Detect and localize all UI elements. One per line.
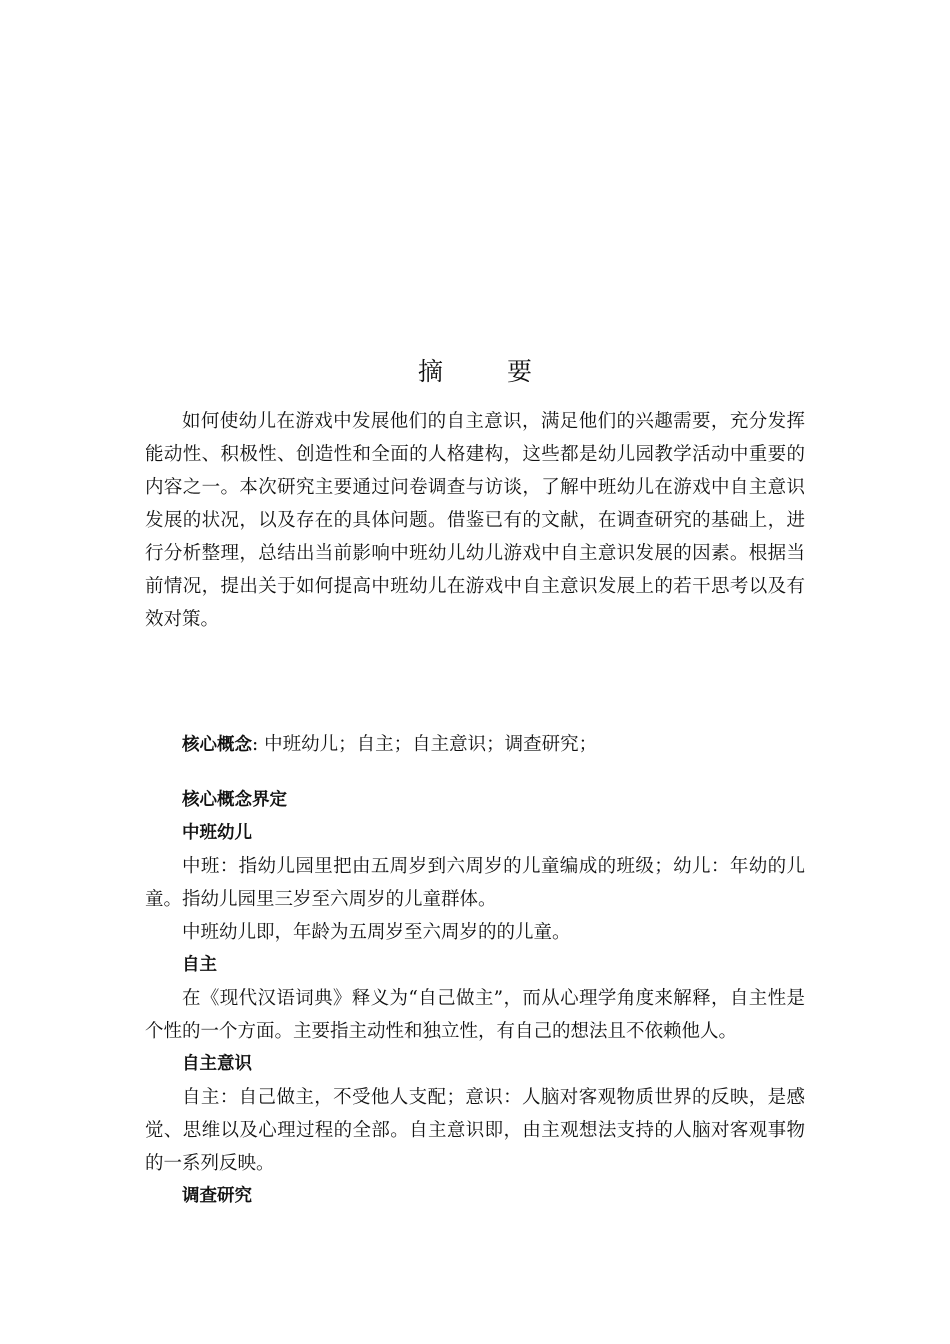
- keywords-text: : 中班幼儿；自主；自主意识；调查研究；: [252, 734, 598, 755]
- abstract-paragraph: 如何使幼儿在游戏中发展他们的自主意识，满足他们的兴趣需要，充分发挥能动性、积极性、创造性和全面的人格建构，这些都是幼儿园教学活动中重要的内容之一。本次研究主要通过问卷调查与访谈，了解中班幼儿在游戏中自主意识发展的状况，以及存在的具体问题。借鉴已有的文献，在调查研究的基础上，进行分析整理，总结出当前影响中班幼儿幼儿游戏中自主意识发展的因素。根据当前情况，提出关于如何提高中班幼儿在游戏中自主意识发展上的若干思考以及有效对策。: [145, 411, 805, 630]
- keywords-label: 核心概念: [182, 735, 252, 755]
- term-heading: 调查研究: [182, 1186, 252, 1206]
- definition-paragraph: 中班幼儿即，年龄为五周岁至六周岁的的儿童。: [182, 922, 571, 943]
- abstract-section: [145, 405, 805, 636]
- term-heading: 自主意识: [182, 1054, 252, 1074]
- definition-paragraph: 中班：指幼儿园里把由五周岁到六周岁的儿童编成的班级；幼儿：年幼的儿童。指幼儿园里三岁至六周岁的儿童群体。: [145, 856, 805, 910]
- definition-paragraph: 自主：自己做主，不受他人支配；意识：人脑对客观物质世界的反映，是感觉、思维以及心理过程的全部。自主意识即，由主观想法支持的人脑对客观事物的一系列反映。: [145, 1087, 805, 1174]
- page-title: 摘 要: [418, 357, 560, 386]
- keywords-section: [145, 728, 805, 762]
- definitions-heading: 核心概念界定: [182, 790, 287, 810]
- definition-paragraph: 在《现代汉语词典》释义为“自己做主”，而从心理学角度来解释，自主性是个性的一个方面。主要指主动性和独立性，有自己的想法且不依赖他人。: [145, 988, 805, 1042]
- term-heading: 中班幼儿: [182, 823, 252, 843]
- term-heading: 自主: [182, 955, 217, 975]
- definitions-section: [145, 784, 805, 1213]
